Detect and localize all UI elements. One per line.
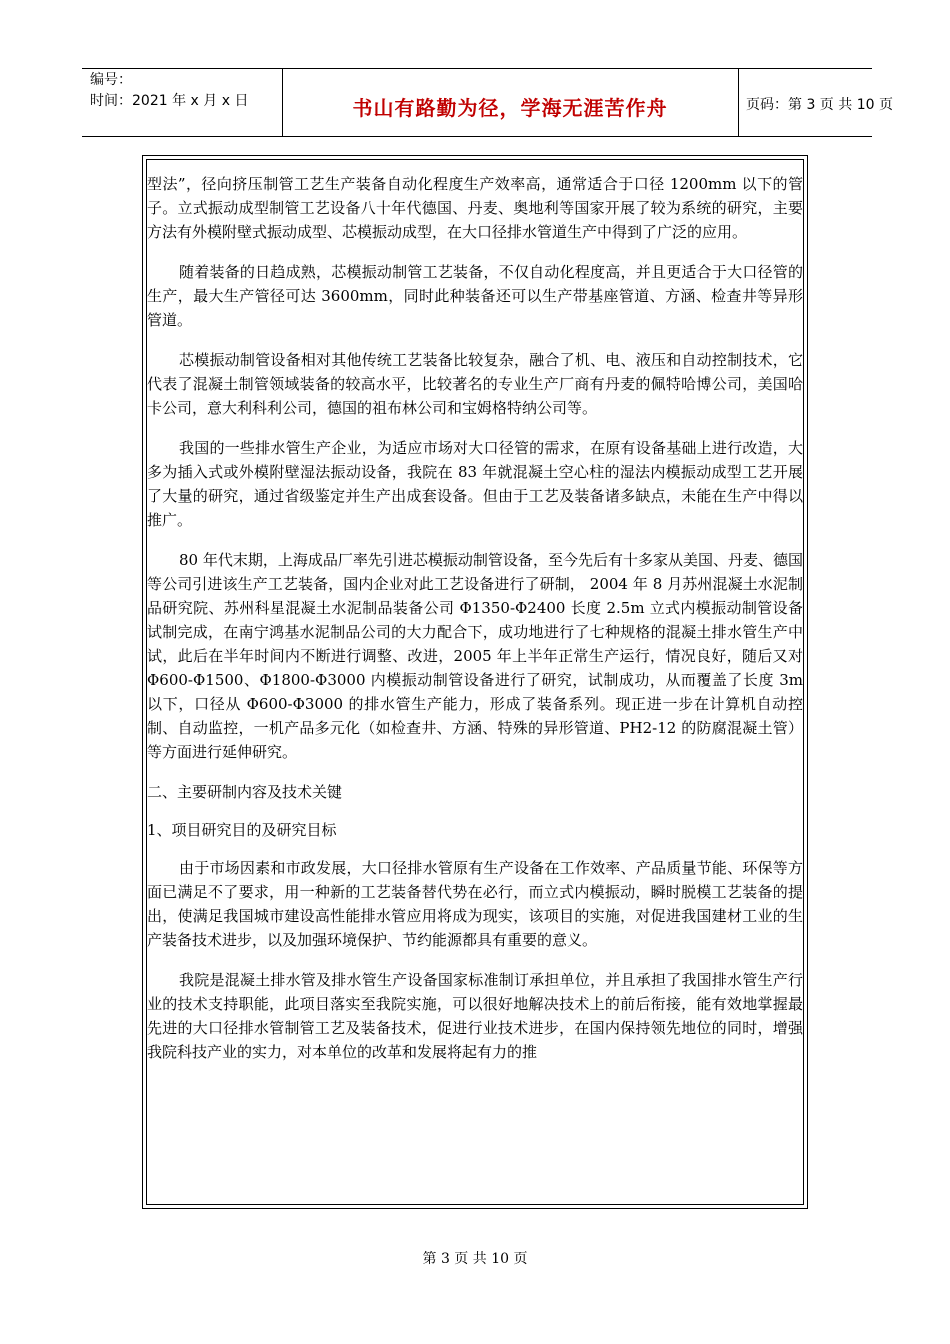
document-header (82, 68, 893, 137)
document-body (147, 160, 803, 1064)
subsection-heading: 1、项目研究目的及研究目标 (147, 821, 337, 839)
section-heading: 二、主要研制内容及技术关键 (147, 783, 343, 801)
paragraph-continuation: 型法”，径向挤压制管工艺生产装备自动化程度生产效率高，通常适合于口径 1200mm 以下的管子。立式振动成型制管工艺设备八十年代德国、丹麦、奥地利等国家开展了较为系统的研究，主要方法有外模附壁式振动成型、芯模振动成型，在大口径排水管道生产中得到了广泛的应用。 (147, 175, 803, 241)
document-date-label: 时间：2021 年 x 月 x 日 (90, 93, 249, 109)
header-motto-cell (282, 69, 739, 136)
paragraph: 随着装备的日趋成熟，芯模振动制管工艺装备，不仅自动化程度高，并且更适合于大口径管的生产，最大生产管径可达 3600mm，同时此种装备还可以生产带基座管道、方涵、检查井等异形管道。 (147, 263, 803, 329)
content-inner-frame (146, 159, 804, 1205)
header-meta-cell (82, 69, 283, 136)
paragraph: 芯模振动制管设备相对其他传统工艺装备比较复杂，融合了机、电、液压和自动控制技术，它代表了混凝土制管领域装备的较高水平，比较著名的专业生产厂商有丹麦的佩特哈博公司，美国哈卡公司，意大利科利公司，德国的祖布林公司和宝姆格特纳公司等。 (147, 351, 803, 417)
paragraph: 80 年代末期，上海成品厂率先引进芯模振动制管设备，至今先后有十多家从美国、丹麦、德国等公司引进该生产工艺装备，国内企业对此工艺设备进行了研制， 2004 年 8 月苏州混凝土水泥制品研究院、苏州科星混凝土水泥制品装备公司 Φ1350-Φ2400 长度 2.5m 立式内模振动制管设备试制完成，在南宁鸿基水泥制品公司的大力配合下，成功地进行了七种规格的混凝土排水管生产中试，此后在半年时间内不断进行调整、改进，2005 年上半年正常生产运行，情况良好，随后又对 Φ600-Φ1500、Φ1800-Φ3000 内模振动制管设备进行了研究，试制成功，从而覆盖了长度 3m 以下，口径从 Φ600-Φ3000 的排水管生产能力，形成了装备系列。现正进一步在计算机自动控制、自动监控，一机产品多元化（如检查井、方涵、特殊的异形管道、PH2-12 的防腐混凝土管）等方面进行延伸研究。 (147, 551, 803, 761)
paragraph: 我国的一些排水管生产企业，为适应市场对大口径管的需求，在原有设备基础上进行改造，大多为插入式或外模附壁湿法振动设备，我院在 83 年就混凝土空心柱的湿法内模振动成型工艺开展了大量的研究，通过省级鉴定并生产出成套设备。但由于工艺及装备诸多缺点，未能在生产中得以推广。 (147, 439, 803, 529)
document-number-label: 编号： (90, 72, 132, 88)
page-footer: 第 3 页 共 10 页 (422, 1251, 528, 1267)
paragraph: 由于市场因素和市政发展，大口径排水管原有生产设备在工作效率、产品质量节能、环保等方面已满足不了要求，用一种新的工艺装备替代势在必行，而立式内模振动，瞬时脱模工艺装备的提出，使满足我国城市建设高性能排水管应用将成为现实，该项目的实施，对促进我国建材工业的生产装备技术进步，以及加强环境保护、节约能源都具有重要的意义。 (147, 859, 803, 949)
content-frame (142, 155, 808, 1209)
header-motto: 书山有路勤为径，学海无涯苦作舟 (352, 96, 668, 120)
header-page-cell (738, 69, 893, 136)
paragraph: 我院是混凝土排水管及排水管生产设备国家标准制订承担单位，并且承担了我国排水管生产行业的技术支持职能，此项目落实至我院实施，可以很好地解决技术上的前后衔接，能有效地掌握最先进的大口径排水管制管工艺及装备技术，促进行业技术进步，在国内保持领先地位的同时，增强我院科技产业的实力，对本单位的改革和发展将起有力的推 (147, 971, 803, 1061)
header-page-info: 页码：第 3 页 共 10 页 (746, 97, 893, 113)
